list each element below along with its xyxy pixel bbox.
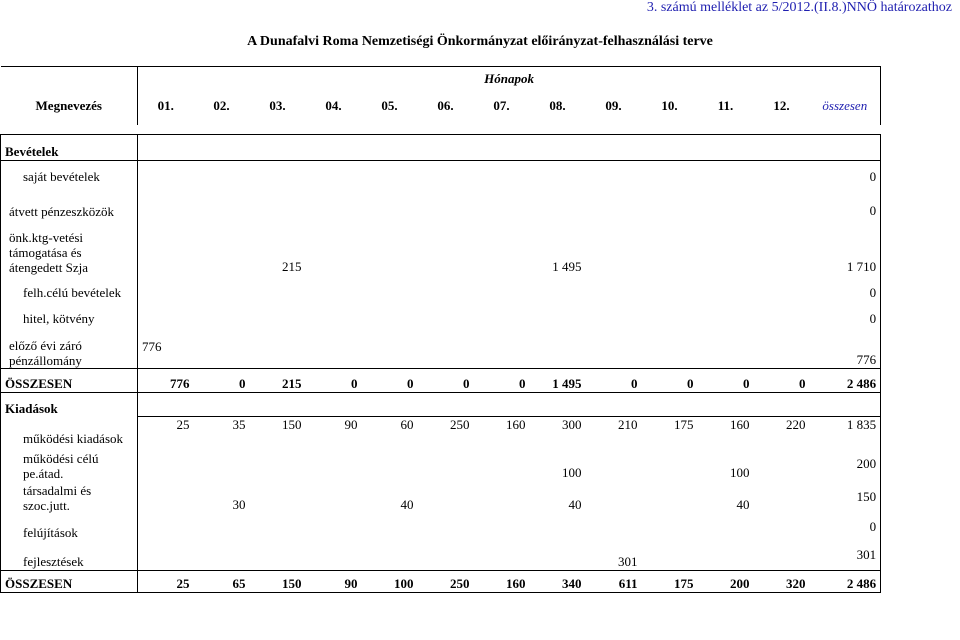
row-total: 150 [810, 481, 881, 513]
cell-value: 35 [232, 417, 246, 432]
month-header: 05. [381, 97, 398, 113]
cell-value: 0 [698, 369, 754, 393]
row-label: saját bevételek [1, 161, 138, 185]
row-total: 0 [810, 275, 881, 301]
cell-value: 215 [250, 369, 306, 393]
cell-value: 215 [282, 258, 302, 274]
table-row [1, 417, 881, 447]
table-row [1, 301, 881, 327]
month-header: 07. [493, 97, 510, 113]
total-column-header: összesen [810, 87, 881, 125]
table-row [1, 327, 881, 369]
month-header: 11. [717, 97, 734, 113]
month-header: 06. [437, 97, 454, 113]
row-label: működési célú pe.átad. [1, 447, 138, 481]
table-row [1, 275, 881, 301]
row-total: 2 486 [810, 369, 881, 393]
cell-value: 0 [418, 369, 474, 393]
month-header: 12. [773, 97, 790, 113]
cell-value: 150 [282, 417, 302, 432]
month-header: 09. [605, 97, 622, 113]
row-label: átvett pénzeszközök [1, 185, 138, 219]
table-row [1, 161, 881, 185]
month-header: 04. [325, 97, 342, 113]
cell-value: 0 [474, 369, 530, 393]
cell-value: 60 [400, 417, 414, 432]
budget-table-area [0, 66, 960, 640]
cell-value: 25 [138, 571, 194, 593]
cell-value: 30 [232, 496, 246, 512]
cell-value: 611 [586, 571, 642, 593]
row-total: 301 [810, 541, 881, 571]
table-row [1, 541, 881, 571]
cell-value: 250 [418, 571, 474, 593]
table-row [1, 219, 881, 275]
cell-value: 175 [674, 417, 694, 432]
month-header: 03. [269, 97, 286, 113]
cell-value: 25 [138, 417, 194, 447]
cell-value: 40 [568, 496, 582, 512]
section-label-expense: Kiadások [1, 393, 138, 417]
cell-value: 340 [530, 571, 586, 593]
cell-value: 100 [730, 464, 750, 480]
cell-value: 100 [562, 464, 582, 480]
cell-value: 776 [138, 327, 194, 369]
table-row [1, 481, 881, 513]
expense-sum-row [1, 571, 881, 593]
reference-note: 3. számú melléklet az 5/2012.(II.8.)NNÖ határozathoz [646, 0, 952, 15]
name-column-header: Megnevezés [35, 97, 102, 113]
cell-value: 0 [586, 369, 642, 393]
cell-value: 65 [194, 571, 250, 593]
cell-value: 1 495 [530, 369, 586, 393]
months-group-header: Hónapok [138, 67, 881, 87]
cell-value: 0 [362, 369, 418, 393]
cell-value: 40 [400, 496, 414, 512]
row-label: ÖSSZESEN [1, 369, 138, 393]
page-title: A Dunafalvi Roma Nemzetiségi Önkormányzat előirányzat-felhasználási terve [247, 34, 713, 49]
cell-value: 90 [306, 571, 362, 593]
cell-value: 0 [194, 369, 250, 393]
month-header: 08. [549, 97, 566, 113]
cell-value: 250 [450, 417, 470, 432]
table-row [1, 447, 881, 481]
row-total: 2 486 [810, 571, 881, 593]
row-label: hitel, kötvény [1, 301, 138, 327]
cell-value: 160 [506, 417, 526, 432]
row-label: önk.ktg-vetési támogatása és átengedett Szja [1, 219, 138, 275]
cell-value: 40 [736, 496, 750, 512]
row-total: 200 [810, 447, 881, 481]
row-total: 1 835 [810, 417, 881, 447]
row-total: 1 710 [810, 219, 881, 275]
row-label: felh.célú bevételek [1, 275, 138, 301]
budget-table [0, 66, 881, 593]
row-label: felújítások [1, 513, 138, 541]
cell-value: 776 [138, 369, 194, 393]
cell-value: 210 [618, 417, 638, 432]
revenue-sum-row [1, 369, 881, 393]
section-label-revenue: Bevételek [1, 135, 138, 161]
row-label: működési kiadások [1, 417, 138, 447]
cell-value: 160 [730, 417, 750, 432]
cell-value: 220 [786, 417, 806, 432]
row-label: ÖSSZESEN [1, 571, 138, 593]
row-total: 776 [810, 327, 881, 369]
cell-value: 301 [618, 554, 638, 569]
cell-value: 0 [754, 369, 810, 393]
row-total: 0 [810, 513, 881, 541]
cell-value: 0 [642, 369, 698, 393]
table-row [1, 185, 881, 219]
cell-value: 150 [250, 571, 306, 593]
cell-value: 300 [562, 417, 582, 432]
cell-value: 0 [306, 369, 362, 393]
table-row [1, 513, 881, 541]
row-total: 0 [810, 161, 881, 185]
row-label: fejlesztések [1, 541, 138, 571]
cell-value: 200 [698, 571, 754, 593]
month-header: 10. [661, 97, 678, 113]
row-label: társadalmi és szoc.jutt. [1, 481, 138, 513]
cell-value: 90 [344, 417, 358, 432]
cell-value: 160 [474, 571, 530, 593]
cell-value: 175 [642, 571, 698, 593]
cell-value: 320 [754, 571, 810, 593]
cell-value: 1 495 [552, 258, 582, 274]
month-header: 02. [213, 97, 230, 113]
row-total: 0 [810, 301, 881, 327]
cell-value: 100 [362, 571, 418, 593]
row-label: előző évi záró pénzállomány [1, 327, 138, 369]
row-total: 0 [810, 185, 881, 219]
month-header: 01. [138, 87, 194, 125]
